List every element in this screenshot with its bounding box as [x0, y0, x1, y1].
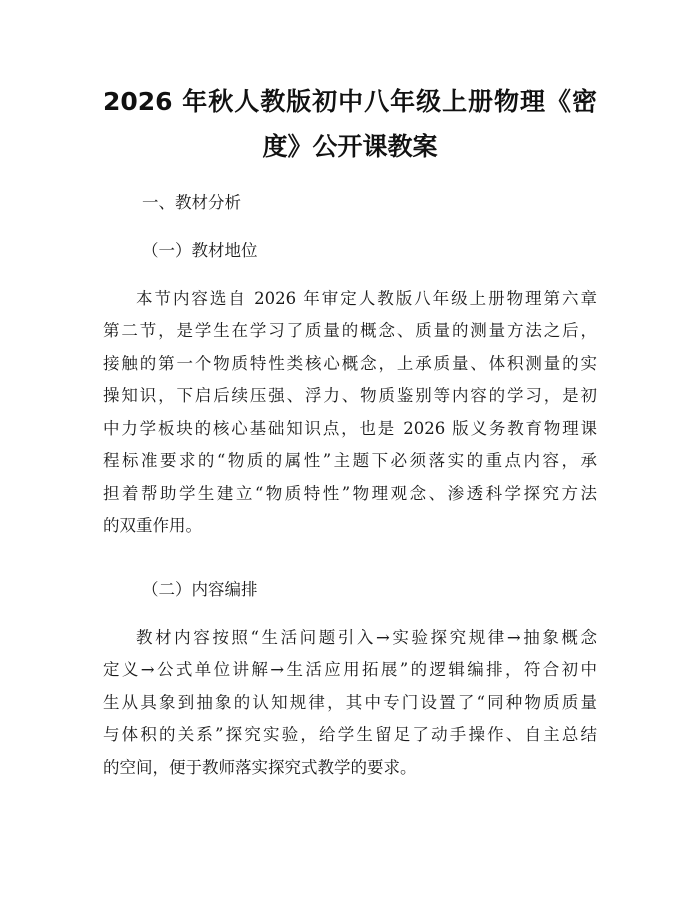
- paragraph-1-line: 操知识，下启后续压强、浮力、物质鉴别等内容的学习，是初: [103, 386, 597, 405]
- paragraph-2-line: 生从具象到抽象的认知规律，其中专门设置了“同种物质质量: [103, 693, 597, 712]
- paragraph-2-line: 定义→公式单位讲解→生活应用拓展”的逻辑编排，符合初中: [103, 660, 597, 679]
- paragraph-1-line: 接触的第一个物质特性类核心概念，上承质量、体积测量的实: [103, 354, 597, 373]
- paragraph-2-line: 的空间，便于教师落实探究式教学的要求。: [103, 758, 417, 777]
- subsection-heading-1: （一）教材地位: [142, 241, 258, 260]
- document-title-line-1: 2026 年秋人教版初中八年级上册物理《密: [103, 87, 597, 116]
- section-heading: 一、教材分析: [142, 193, 241, 212]
- paragraph-2-line: 教材内容按照“生活问题引入→实验探究规律→抽象概念: [136, 628, 597, 647]
- paragraph-1-line: 本节内容选自 2026 年审定人教版八年级上册物理第六章: [136, 289, 597, 308]
- paragraph-2-line: 与体积的关系”探究实验，给学生留足了动手操作、自主总结: [103, 725, 597, 744]
- paragraph-1-line: 担着帮助学生建立“物质特性”物理观念、渗透科学探究方法: [103, 484, 597, 503]
- subsection-heading-2: （二）内容编排: [142, 580, 258, 599]
- paragraph-1-line: 第二节，是学生在学习了质量的概念、质量的测量方法之后，: [103, 321, 597, 340]
- paragraph-1-line: 中力学板块的核心基础知识点，也是 2026 版义务教育物理课: [103, 419, 597, 438]
- document-title-line-2: 度》公开课教案: [262, 132, 438, 161]
- paragraph-1-line: 的双重作用。: [103, 516, 202, 535]
- paragraph-1-line: 程标准要求的“物质的属性”主题下必须落实的重点内容，承: [103, 451, 597, 470]
